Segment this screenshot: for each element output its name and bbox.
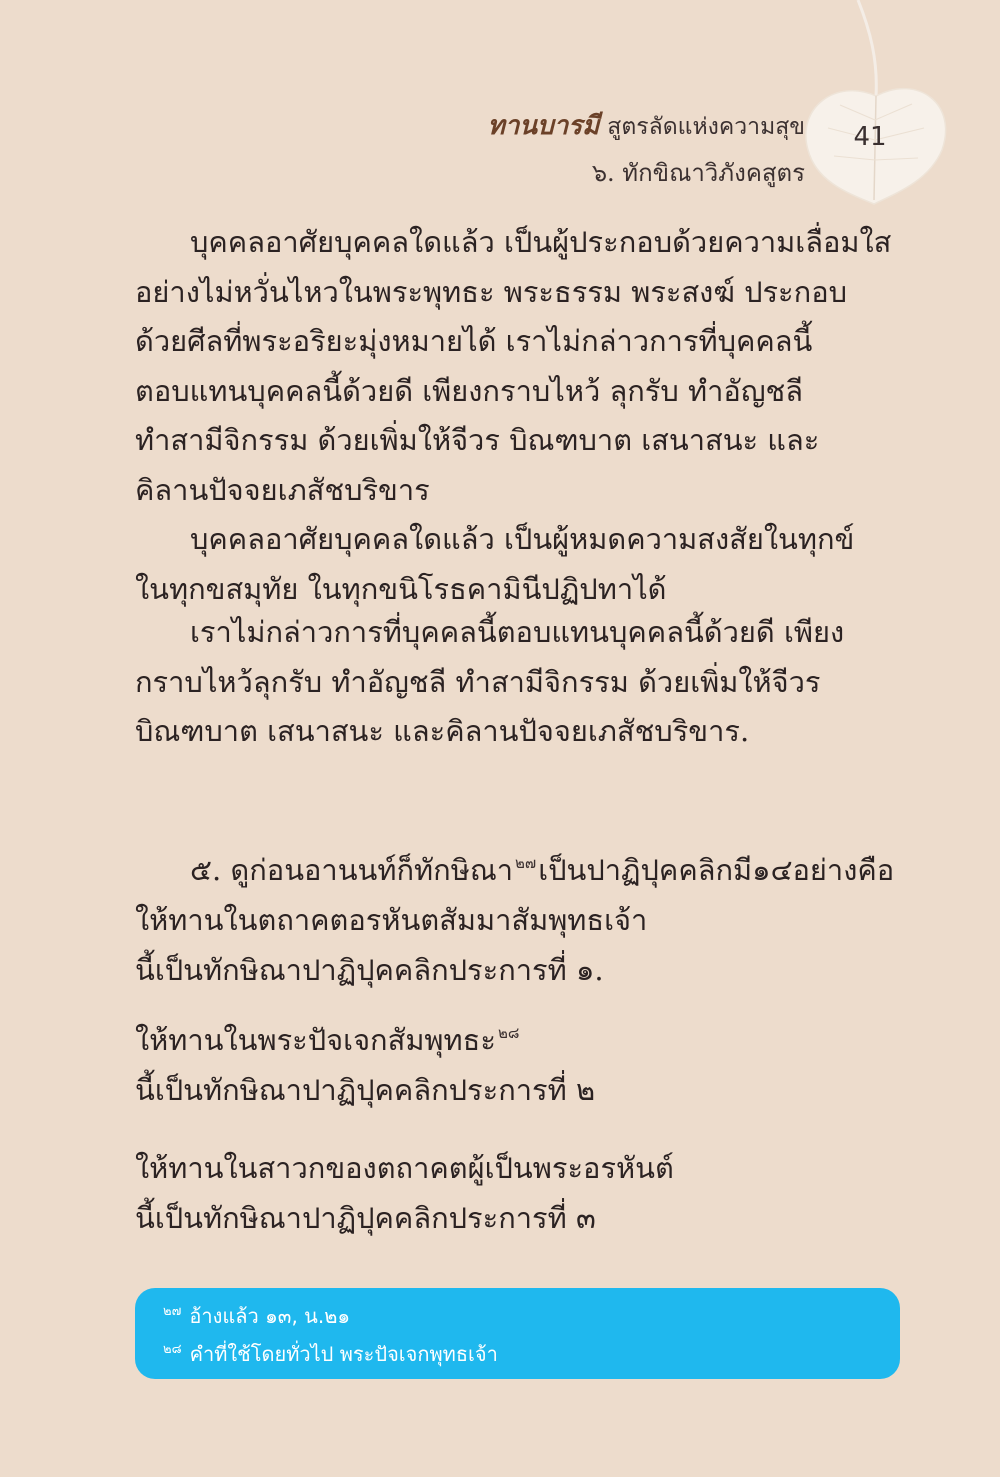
header-chapter: ๖. ทักขิณาวิภังคสูตร xyxy=(591,159,805,187)
paragraph-line: ตอบแทนบุคคลนี้ด้วยดี เพียงกราบไหว้ ลุกรับ ทำอัญชลี xyxy=(135,373,803,408)
item-2-line1: ให้ทานในพระปัจเจกสัมพุทธะ xyxy=(135,1023,496,1057)
item-2-line1-wrap xyxy=(135,1008,902,1065)
paragraph-2 xyxy=(135,515,902,614)
paragraph-3 xyxy=(135,608,902,757)
header-series-title: ทานบารมี xyxy=(487,111,600,141)
paragraph-line: เราไม่กล่าวการที่บุคคลนี้ตอบแทนบุคคลนี้ด้วยดี เพียง xyxy=(190,615,845,649)
item-3-line1: ให้ทานในสาวกของตถาคตผู้เป็นพระอรหันต์ xyxy=(135,1151,674,1185)
paragraph-line: บิณฑบาต เสนาสนะ และคิลานปัจจยเภสัชบริขาร. xyxy=(135,714,750,748)
footnote-28 xyxy=(163,1338,498,1370)
item-3-line2: นี้เป็นทักษิณาปาฏิปุคคลิกประการที่ ๓ xyxy=(135,1201,596,1235)
paragraph-line: ในทุกขสมุทัย ในทุกขนิโรธคามินีปฏิปทาได้ xyxy=(135,571,667,606)
running-header xyxy=(488,103,805,196)
page-number: 41 xyxy=(853,122,887,152)
paragraph-1 xyxy=(135,218,902,515)
paragraph-line: บุคคลอาศัยบุคคลใดแล้ว เป็นผู้ประกอบด้วยความเลื่อมใส xyxy=(190,225,892,259)
paragraph-line: บุคคลอาศัยบุคคลใดแล้ว เป็นผู้หมดความสงสัยในทุกข์ xyxy=(190,522,855,556)
item-2 xyxy=(135,1008,902,1115)
section-intro xyxy=(135,838,902,995)
paragraph-line: ทำสามีจิกรรม ด้วยเพิ่มให้จีวร บิณฑบาต เสนาสนะ และ xyxy=(135,423,820,457)
bodhi-leaf-icon xyxy=(800,0,960,210)
footnote-mark: ๒๘ xyxy=(163,1342,182,1357)
item-1-line2: นี้เป็นทักษิณาปาฏิปุคคลิกประการที่ ๑. xyxy=(135,953,604,987)
item-3 xyxy=(135,1143,902,1243)
item-2-line2: นี้เป็นทักษิณาปาฏิปุคคลิกประการที่ ๒ xyxy=(135,1073,596,1107)
footnote-mark: ๒๗ xyxy=(163,1304,182,1319)
footnote-27 xyxy=(163,1300,350,1332)
item-1-line1: ให้ทานในตถาคตอรหันตสัมมาสัมพุทธเจ้า xyxy=(135,903,648,937)
footnote-text: อ้างแล้ว ๑๓, น.๒๑ xyxy=(189,1304,351,1328)
paragraph-line: อย่างไม่หวั่นไหวในพระพุทธะ พระธรรม พระสงฆ์ ประกอบ xyxy=(135,274,848,309)
header-book-title: สูตรลัดแห่งความสุข xyxy=(607,114,805,140)
footnotes-box xyxy=(135,1288,900,1379)
section-intro-text-rest: เป็นปาฏิปุคคลิกมี๑๔อย่างคือ xyxy=(538,853,895,887)
section-intro-text: ๕. ดูก่อนอานนท์ก็ทักษิณา xyxy=(190,853,514,887)
paragraph-line: คิลานปัจจยเภสัชบริขาร xyxy=(135,472,430,507)
footnote-ref: ๒๘ xyxy=(497,1024,520,1042)
paragraph-line: ด้วยศีลที่พระอริยะมุ่งหมายได้ เราไม่กล่าวการที่บุคคลนี้ xyxy=(135,324,813,358)
paragraph-line: กราบไหว้ลุกรับ ทำอัญชลี ทำสามีจิกรรม ด้วยเพิ่มให้จีวร xyxy=(135,664,821,699)
section-intro-line xyxy=(135,838,902,895)
footnote-ref: ๒๗ xyxy=(515,854,537,872)
footnote-text: คำที่ใช้โดยทั่วไป พระปัจเจกพุทธเจ้า xyxy=(189,1342,498,1366)
